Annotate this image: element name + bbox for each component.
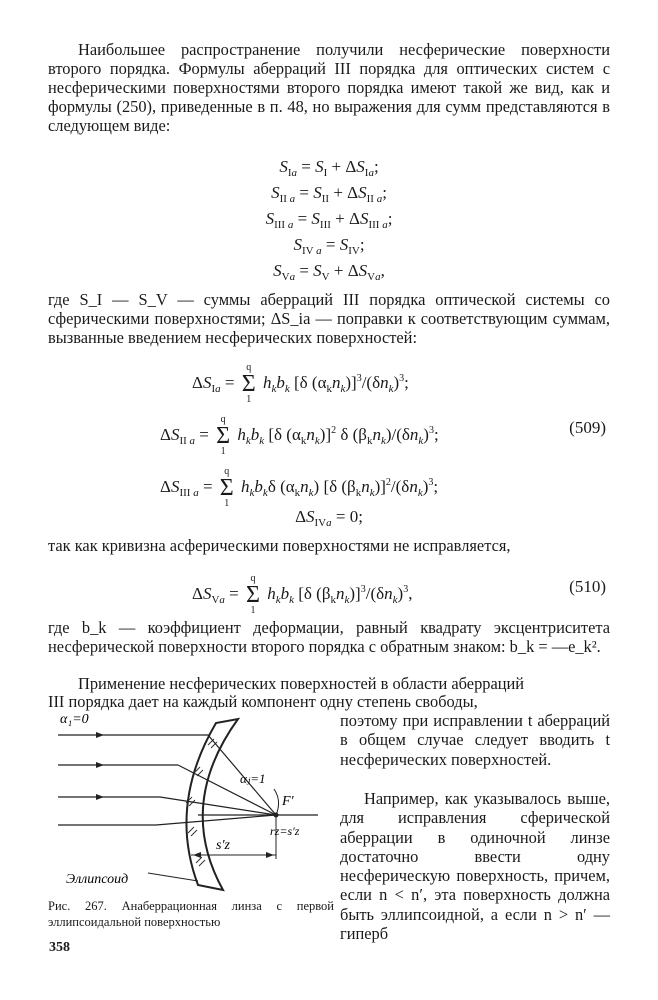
- eq-510: $\Delta S_{Va}$ = q Σ 1 $h_kb_k$ [δ $(\beta_kn_k)]^3/(\delta n_k)^3$,: [192, 573, 413, 616]
- sum-eq-5: $S_{Va} = S_V + \Delta S_{Va}$,: [273, 261, 385, 283]
- label-alpha1: α₁=0: [60, 712, 89, 727]
- figure-caption: Рис. 267. Анаберрационная линза с первой эллипсоидальной поверхностью: [48, 899, 334, 929]
- eq-509-d: $\Delta S_{IVa} = 0$;: [295, 507, 363, 529]
- ray-arrows: [96, 732, 104, 800]
- eq-509-c: $\Delta S_{III a}$ = q Σ 1 $h_kb_k\delta$ $(\alpha_kn_k)$ [δ $(\beta_kn_k)]^2/(\delta n_k)^3$;: [160, 466, 439, 509]
- right-column-para-2: Например, как указывалось выше, для исправления сферической аберрации в одиночной линзе достаточно ввести одну несферическую поверхность, причем, если n < n′, эта поверхность должна быть эллипсоидной, а если n > n′ — гиперб: [340, 789, 610, 944]
- sum-eq-3: $S_{III a} = S_{III} + \Delta S_{III a}$;: [265, 209, 393, 231]
- intro-paragraph: [48, 40, 610, 135]
- eq-509-b: $\Delta S_{II a}$ = q Σ 1 $h_kb_k$ [δ $(\alpha_kn_k)]^2$ δ $(\beta_kn_k)/(\delta n_k)^3$;: [160, 414, 439, 457]
- where-paragraph-1: где S_I — S_V — суммы аберраций III порядка оптической системы со сферическими поверхностями; ΔS_ia — поправки к соответствующим суммам, вызванные введением несферических поверхностей:: [48, 290, 610, 347]
- sum-sign: q Σ 1: [241, 362, 256, 405]
- apply-line-2: III порядка дает на каждый компонент одну степень свободы,: [48, 692, 478, 711]
- intro-text: Наибольшее распространение получили несферические поверхности второго порядка. Формулы аберраций III порядка для оптических систем с несферическими поверхностями второго порядка имеют такой же вид, как и формулы (250), приведенные в п. 48, но выражения для сумм представляются в следующем виде:: [48, 40, 610, 135]
- because-line: так как кривизна асферическими поверхностями не исправляется,: [48, 536, 511, 555]
- right-column-para-1: поэтому при исправлении t аберраций в общем случае следует вводить t несферических поверхностей.: [340, 711, 610, 769]
- page-number: 358: [49, 940, 70, 955]
- label-ellipsoid: Эллипсоид: [66, 872, 129, 887]
- lens-figure: [48, 705, 338, 895]
- ellipsoid-pointer: [148, 873, 198, 881]
- where-paragraph-2: где b_k — коэффициент деформации, равный квадрату эксцентриситета несферической поверхности второго порядка с обратным знаком: b_k = —e_k².: [48, 618, 610, 656]
- label-s: s′z: [216, 838, 230, 853]
- eq-509-a: $\Delta S_{Ia}$ = q Σ 1 $h_kb_k$ [δ $(\alpha_kn_k)]^3/(\delta n_k)^3$;: [192, 362, 409, 405]
- sum-eq-2: $S_{II a} = S_{II} + \Delta S_{II a}$;: [271, 183, 387, 205]
- label-alphak: αⱼ=1: [240, 771, 266, 786]
- eq-510-number: (510): [569, 577, 606, 596]
- label-r: rz=s′z: [270, 824, 300, 838]
- sum-eq-4: $S_{IV a} = S_{IV}$;: [293, 235, 365, 257]
- apply-line-1: Применение несферических поверхностей в области аберраций: [78, 674, 525, 693]
- label-focus: F′: [282, 794, 294, 809]
- sum-eq-1: $S_{Ia} = S_I + \Delta S_{Ia}$;: [279, 157, 379, 179]
- eq-509-number: (509): [569, 418, 606, 437]
- s-arrow-right: [266, 852, 274, 858]
- radius-arc: [274, 789, 279, 815]
